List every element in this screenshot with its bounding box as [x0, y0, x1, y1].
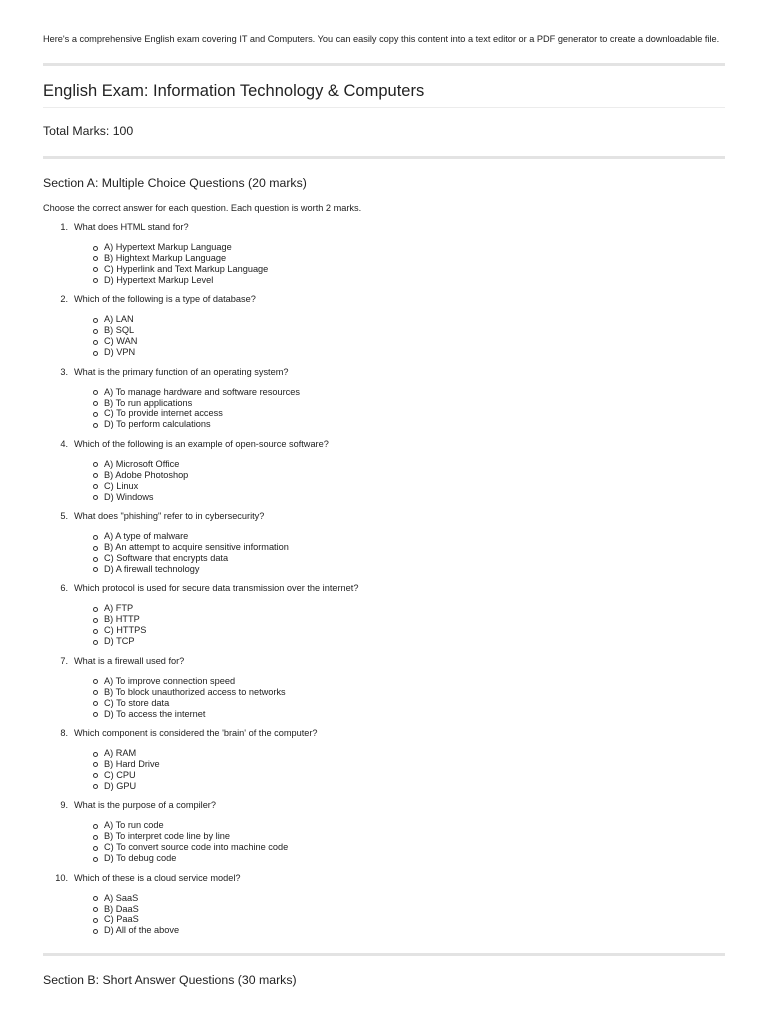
option-list	[104, 242, 268, 286]
option-label: B) An attempt to acquire sensitive information	[104, 542, 289, 553]
question-item	[0, 728, 768, 800]
option-list	[104, 676, 286, 720]
option-label: D) To debug code	[104, 853, 177, 864]
option-list	[104, 387, 300, 431]
answer-option	[104, 242, 268, 253]
answer-option	[104, 842, 288, 853]
question-item	[0, 439, 768, 511]
option-label: A) FTP	[104, 603, 134, 614]
question-item	[0, 511, 768, 583]
option-label: C) To provide internet access	[104, 408, 223, 419]
option-label: C) WAN	[104, 336, 138, 347]
question-number: 8.	[60, 728, 68, 739]
answer-option	[104, 531, 289, 542]
bullet-icon	[93, 846, 98, 851]
bullet-icon	[93, 907, 98, 912]
bullet-icon	[93, 701, 98, 706]
bullet-icon	[93, 535, 98, 540]
bullet-icon	[93, 412, 98, 417]
bullet-icon	[93, 752, 98, 757]
answer-option	[104, 603, 146, 614]
divider	[43, 63, 725, 66]
option-list	[104, 748, 160, 792]
question-text: What does HTML stand for?	[74, 222, 189, 232]
answer-option	[104, 347, 137, 358]
option-label: D) GPU	[104, 780, 137, 791]
answer-option	[104, 564, 289, 575]
section-b-heading: Section B: Short Answer Questions (30 marks)	[43, 973, 297, 987]
question-item	[0, 800, 768, 872]
bullet-icon	[93, 256, 98, 261]
option-label: D) Hypertext Markup Level	[104, 274, 214, 285]
option-label: D) VPN	[104, 347, 136, 358]
option-label: C) Hyperlink and Text Markup Language	[104, 263, 269, 274]
answer-option	[104, 614, 146, 625]
question-number: 5.	[60, 511, 68, 522]
divider	[43, 953, 725, 956]
bullet-icon	[93, 607, 98, 612]
question-item	[0, 294, 768, 366]
option-label: A) Hypertext Markup Language	[104, 242, 232, 252]
question-text: What is the primary function of an operating system?	[74, 366, 289, 377]
option-label: A) Microsoft Office	[104, 458, 180, 469]
bullet-icon	[93, 390, 98, 395]
answer-option	[104, 553, 289, 564]
question-number: 3.	[60, 366, 68, 377]
answer-option	[104, 408, 300, 419]
bullet-icon	[93, 246, 98, 251]
question-text: Which protocol is used for secure data transmission over the internet?	[74, 583, 359, 594]
answer-option	[104, 275, 268, 286]
question-item	[0, 583, 768, 655]
answer-option	[104, 325, 137, 336]
answer-option	[104, 481, 188, 492]
option-label: A) To manage hardware and software resources	[104, 386, 300, 397]
bullet-icon	[93, 267, 98, 272]
bullet-icon	[93, 824, 98, 829]
answer-option	[104, 781, 160, 792]
bullet-icon	[93, 896, 98, 901]
question-item	[0, 222, 768, 294]
bullet-icon	[93, 784, 98, 789]
answer-option	[104, 264, 268, 275]
total-marks: Total Marks: 100	[43, 124, 134, 138]
bullet-icon	[93, 329, 98, 334]
question-text: What is a firewall used for?	[74, 655, 185, 666]
bullet-icon	[93, 484, 98, 489]
option-label: D) To access the internet	[104, 708, 206, 719]
question-item	[0, 367, 768, 439]
bullet-icon	[93, 929, 98, 934]
answer-option	[104, 914, 179, 925]
option-label: B) To interpret code line by line	[104, 831, 230, 842]
answer-option	[104, 336, 137, 347]
answer-option	[104, 398, 300, 409]
bullet-icon	[93, 318, 98, 323]
divider	[43, 107, 725, 108]
bullet-icon	[93, 712, 98, 717]
option-label: A) RAM	[104, 748, 137, 759]
answer-option	[104, 676, 286, 687]
answer-option	[104, 709, 286, 720]
page-title: English Exam: Information Technology & Computers	[43, 82, 425, 100]
answer-option	[104, 542, 289, 553]
option-label: B) To block unauthorized access to networks	[104, 686, 286, 697]
answer-option	[104, 759, 160, 770]
option-label: C) CPU	[104, 769, 136, 780]
bullet-icon	[93, 629, 98, 634]
answer-option	[104, 387, 300, 398]
answer-option	[104, 470, 188, 481]
option-list	[104, 820, 288, 864]
bullet-icon	[93, 473, 98, 478]
bullet-icon	[93, 640, 98, 645]
bullet-icon	[93, 546, 98, 551]
answer-option	[104, 698, 286, 709]
bullet-icon	[93, 462, 98, 467]
option-list	[104, 893, 179, 937]
bullet-icon	[93, 401, 98, 406]
question-number: 6.	[60, 583, 68, 594]
option-label: C) PaaS	[104, 914, 139, 925]
answer-option	[104, 687, 286, 698]
option-label: C) To convert source code into machine code	[104, 842, 289, 853]
option-label: C) Linux	[104, 480, 139, 491]
option-label: B) Hightext Markup Language	[104, 252, 227, 263]
option-list	[104, 459, 188, 503]
question-item	[0, 656, 768, 728]
question-number: 9.	[60, 800, 68, 811]
answer-option	[104, 853, 288, 864]
question-number: 10.	[55, 872, 68, 883]
answer-option	[104, 492, 188, 503]
question-text: Which of these is a cloud service model?	[74, 872, 241, 883]
option-label: B) Adobe Photoshop	[104, 469, 189, 480]
question-number: 4.	[60, 438, 68, 449]
bullet-icon	[93, 773, 98, 778]
option-label: D) Windows	[104, 491, 154, 502]
intro-text: Here's a comprehensive English exam covering IT and Computers. You can easily copy this content into a text editor or a PDF generator to create a downloadable file.	[43, 34, 720, 44]
option-label: D) All of the above	[104, 925, 180, 936]
answer-option	[104, 636, 146, 647]
bullet-icon	[93, 918, 98, 923]
option-label: B) SQL	[104, 325, 135, 336]
option-list	[104, 603, 146, 647]
bullet-icon	[93, 340, 98, 345]
bullet-icon	[93, 690, 98, 695]
option-label: A) SaaS	[104, 892, 139, 903]
question-item	[0, 873, 768, 945]
option-list	[104, 531, 289, 575]
bullet-icon	[93, 495, 98, 500]
answer-option	[104, 459, 188, 470]
question-number: 2.	[60, 294, 68, 305]
option-label: B) To run applications	[104, 397, 193, 408]
bullet-icon	[93, 857, 98, 862]
option-label: B) HTTP	[104, 614, 140, 625]
bullet-icon	[93, 679, 98, 684]
answer-option	[104, 625, 146, 636]
section-a-heading: Section A: Multiple Choice Questions (20 marks)	[43, 176, 307, 190]
option-label: D) TCP	[104, 636, 135, 647]
section-a-instruction: Choose the correct answer for each question. Each question is worth 2 marks.	[43, 203, 362, 213]
bullet-icon	[93, 618, 98, 623]
answer-option	[104, 748, 160, 759]
question-text: What is the purpose of a compiler?	[74, 800, 216, 811]
option-label: D) To perform calculations	[104, 419, 211, 430]
bullet-icon	[93, 351, 98, 356]
bullet-icon	[93, 557, 98, 562]
option-label: C) HTTPS	[104, 625, 147, 636]
option-label: C) To store data	[104, 697, 170, 708]
option-label: A) To improve connection speed	[104, 675, 236, 686]
option-label: A) LAN	[104, 314, 134, 325]
answer-option	[104, 770, 160, 781]
bullet-icon	[93, 278, 98, 283]
bullet-icon	[93, 567, 98, 572]
answer-option	[104, 925, 179, 936]
bullet-icon	[93, 762, 98, 767]
option-label: C) Software that encrypts data	[104, 553, 229, 563]
answer-option	[104, 314, 137, 325]
option-label: A) To run code	[104, 820, 164, 831]
divider	[43, 156, 725, 159]
answer-option	[104, 893, 179, 904]
option-label: B) Hard Drive	[104, 758, 160, 769]
question-text: Which of the following is an example of open-source software?	[74, 438, 329, 449]
question-text: What does "phishing" refer to in cybersecurity?	[74, 511, 265, 522]
option-list	[104, 314, 137, 358]
answer-option	[104, 820, 288, 831]
question-list	[0, 222, 768, 945]
answer-option	[104, 253, 268, 264]
answer-option	[104, 904, 179, 915]
question-number: 1.	[60, 222, 68, 232]
question-text: Which of the following is a type of database?	[74, 294, 256, 305]
bullet-icon	[93, 423, 98, 428]
option-label: B) DaaS	[104, 903, 139, 914]
answer-option	[104, 831, 288, 842]
bullet-icon	[93, 835, 98, 840]
question-number: 7.	[60, 655, 68, 666]
question-text: Which component is considered the 'brain' of the computer?	[74, 728, 318, 739]
answer-option	[104, 419, 300, 430]
option-label: D) A firewall technology	[104, 563, 200, 574]
option-label: A) A type of malware	[104, 531, 189, 542]
